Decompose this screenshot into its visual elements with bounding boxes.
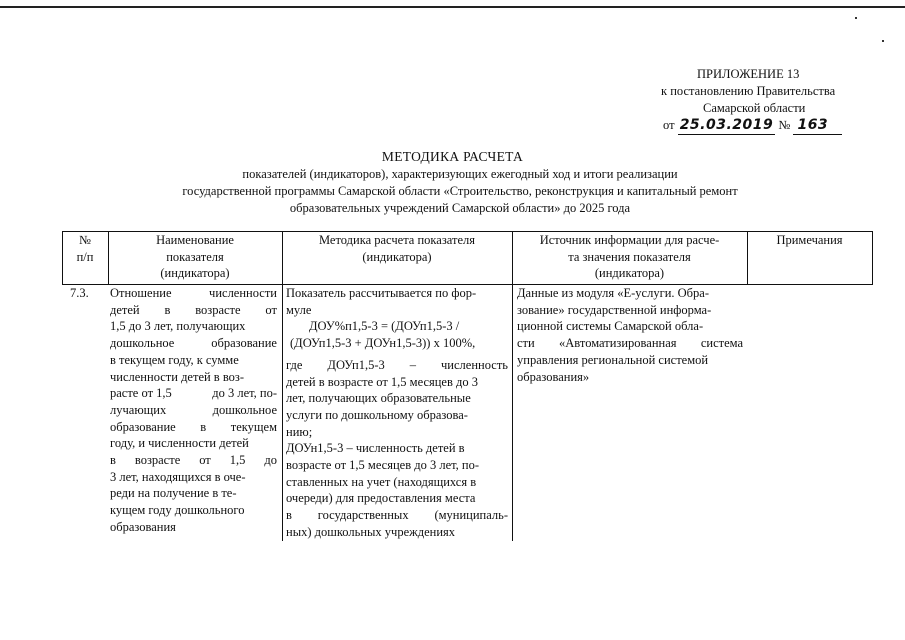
text-line [110,285,277,302]
text-fragment: в [110,453,116,468]
text-fragment: до 3 лет, по- [212,386,277,401]
text-fragment: услуги по дошкольному образова- [286,407,468,422]
text-fragment: Отношение [110,286,172,300]
text-line [110,485,277,502]
text-fragment: возрасте [134,453,181,468]
text-fragment: до [264,453,277,468]
text-fragment: Данные из модуля «Е-услуги. Обра- [517,286,709,300]
text-line [286,440,508,457]
header-method: Методика расчета показателя (индикатора) [318,233,476,264]
text-fragment: от [199,453,211,468]
text-fragment: образование [110,419,176,434]
method-definition-1 [286,357,508,441]
text-line [110,469,277,486]
text-fragment: муле [286,302,312,317]
appendix-region-line: Самарской области [703,101,806,115]
formula-line: (ДОУп1,5-3 + ДОУн1,5-3)) x 100%, [290,336,476,351]
header-notes: Примечания [776,233,843,247]
text-line [110,452,277,469]
text-fragment: от [265,302,277,317]
text-fragment: ДОУп1,5-3 [327,357,385,372]
text-line [517,352,743,369]
text-fragment: 1,5 [229,453,246,468]
method-cell [286,285,508,541]
text-fragment: зование» государственной информа- [517,302,712,317]
header-number: № п/п [76,233,94,264]
text-fragment: система [700,336,743,351]
header-source: Источник информации для расче- та значения показателя (индикатора) [539,233,720,280]
text-line [286,407,508,424]
text-fragment: (муниципаль- [434,508,508,523]
source-cell [517,285,743,385]
text-fragment: кущем году дошкольного [110,503,245,518]
text-line [110,318,277,335]
number-prefix: № [778,118,791,132]
text-line [110,519,277,536]
row-number: 7.3. [70,286,89,300]
text-fragment: лучающих [110,402,167,417]
text-line [286,285,508,302]
text-fragment: образования» [517,369,590,384]
method-definition-2 [286,440,508,540]
text-fragment: численности [209,286,277,300]
text-line [110,352,277,369]
date-prefix: от [663,118,675,132]
text-fragment: образования [110,519,176,534]
handwritten-date: 25.03.2019 [679,117,774,133]
text-line [286,374,508,391]
appendix-decree-line: к постановлению Правительства [661,84,836,98]
scan-speck [882,40,884,42]
text-line [286,424,508,441]
text-fragment: возрасте [195,302,241,317]
scan-top-border [0,6,905,8]
text-line [286,390,508,407]
text-line [517,302,743,319]
text-fragment: возрасте от 1,5 месяцев до 3 лет, по- [286,458,480,473]
text-fragment: очереди) для предоставления места [286,491,476,506]
text-fragment: где [286,357,303,372]
text-fragment: ДОУн1,5-3 – численность детей в [286,441,465,456]
text-line [110,402,277,419]
text-fragment: 1,5 до 3 лет, получающих [110,319,246,334]
text-fragment: дошкольное [110,336,175,351]
appendix-date-line [663,117,842,135]
text-fragment: государственных [317,508,409,523]
appendix-title: ПРИЛОЖЕНИЕ 13 [697,67,800,81]
text-line [286,457,508,474]
text-line [286,524,508,541]
scan-speck [855,17,857,19]
text-line [517,369,743,386]
text-fragment: в [164,302,171,317]
text-fragment: численность [441,357,508,372]
text-line [110,302,277,319]
text-fragment: в [286,508,292,523]
text-fragment: нию; [286,424,313,439]
text-line [110,502,277,519]
text-line [110,385,277,402]
text-fragment: расте от 1,5 [110,386,172,401]
text-fragment: дошкольное [212,402,277,417]
text-fragment: численности детей в воз- [110,369,245,384]
method-intro [286,285,508,318]
handwritten-number: 163 [797,117,829,133]
text-line [286,357,508,374]
text-fragment: «Автоматизированная [559,336,677,351]
text-fragment: Показатель рассчитывается по фор- [286,286,477,300]
text-fragment: сти [517,336,535,351]
indicator-name-cell [110,285,277,536]
subtitle-line: образовательных учреждений Самарской области» до 2025 года [289,201,631,215]
text-line [517,318,743,335]
text-fragment: детей в возрасте от 1,5 месяцев до 3 [286,374,478,389]
document-title: МЕТОДИКА РАСЧЕТА [381,149,524,164]
text-fragment: ционной системы Самарской обла- [517,319,704,334]
text-fragment: ных) дошкольных учреждениях [286,524,456,539]
text-fragment: управления региональной системой [517,352,709,367]
text-fragment: году, и численности детей [110,436,249,451]
text-line [110,435,277,452]
text-line [517,335,743,352]
text-fragment: в текущем году, к сумме [110,352,239,367]
text-fragment: реди на получение в те- [110,486,237,501]
header-indicator-name: Наименование показателя (индикатора) [156,233,234,280]
text-fragment: лет, получающих образовательные [286,391,471,406]
text-fragment: детей [110,302,140,317]
document-subtitle [60,166,860,217]
text-fragment: текущем [230,419,277,434]
text-line [286,474,508,491]
text-fragment: ставленных на учет (находящихся в [286,474,477,489]
text-line [517,285,743,302]
text-line [110,335,277,352]
subtitle-line: показателей (индикаторов), характеризующих ежегодный ход и итоги реализации [242,167,678,181]
subtitle-line: государственной программы Самарской области «Строительство, реконструкция и капитальный ремонт [182,184,738,198]
text-line [286,490,508,507]
formula-line: ДОУ%п1,5-3 = (ДОУп1,5-3 / [309,319,460,334]
text-fragment: образование [211,336,277,351]
text-line [286,302,508,319]
text-line [286,507,508,524]
text-fragment: – [409,357,417,372]
text-fragment: 3 лет, находящихся в оче- [110,469,246,484]
text-fragment: в [200,419,207,434]
text-line [110,419,277,436]
text-line [110,369,277,386]
